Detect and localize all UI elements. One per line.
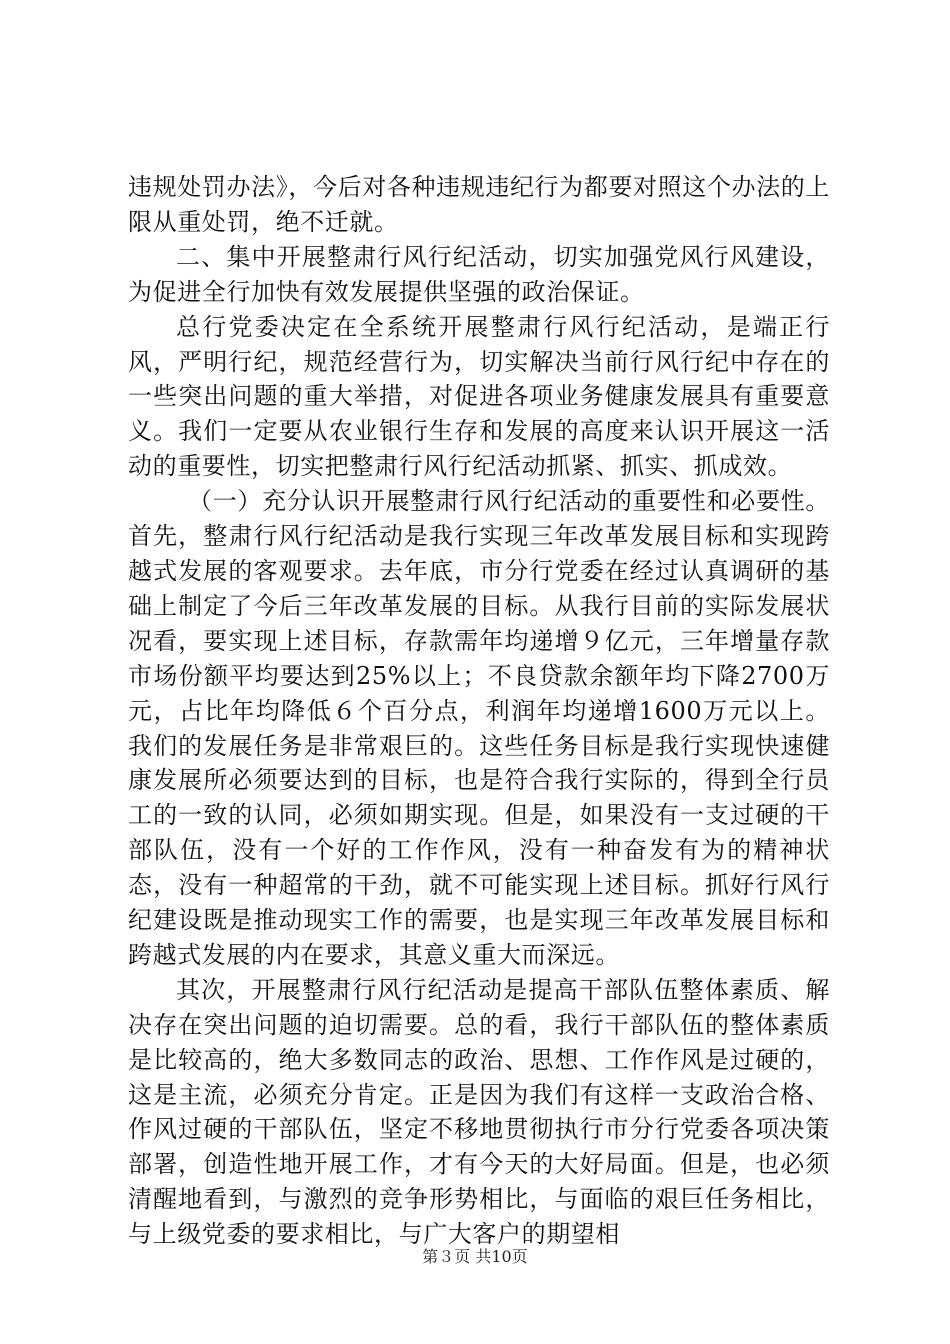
paragraph-intro: 总行党委决定在全系统开展整肃行风行纪活动，是端正行风，严明行纪，规范经营行为，切实解决当前行风行纪中存在的一些突出问题的重大举措，对促进各项业务健康发展具有重要意义。我们一定要从农业银行生存和发展的高度来认识开展这一活动的重要性，切实把整肃行风行纪活动抓紧、抓实、抓成效。 xyxy=(128,312,830,481)
paragraph-section-heading: 二、集中开展整肃行风行纪活动，切实加强党风行风建设，为促进全行加快有效发展提供坚强的政治保证。 xyxy=(128,242,830,306)
paragraph-secondly: 其次，开展整肃行风行纪活动是提高干部队伍整体素质、解决存在突出问题的迫切需要。总的看，我行干部队伍的整体素质是比较高的，绝大多数同志的政治、思想、工作作风是过硬的，这是主流，必须充分肯定。正是因为我们有这样一支政治合格、作风过硬的干部队伍，坚定不移地贯彻执行市分行党委各项决策部署，创造性地开展工作，才有今天的大好局面。但是，也必须清醒地看到，与激烈的竞争形势相比，与面临的艰巨任务相比，与上级党委的要求相比，与广大客户的期望相 xyxy=(128,975,830,1249)
paragraph-subsection-one: （一）充分认识开展整肃行风行纪活动的重要性和必要性。首先，整肃行风行纪活动是我行实现三年改革发展目标和实现跨越式发展的客观要求。去年底，市分行党委在经过认真调研的基础上制定了今后三年改革发展的目标。从我行目前的实际发展状况看，要实现上述目标，存款需年均递增９亿元，三年增量存款市场份额平均要达到25%以上；不良贷款余额年均下降2700万元，占比年均降低６个百分点，利润年均递增1600万元以上。我们的发展任务是非常艰巨的。这些任务目标是我行实现快速健康发展所必须要达到的目标，也是符合我行实际的，得到全行员工的一致的认同，必须如期实现。但是，如果没有一支过硬的干部队伍，没有一个好的工作作风，没有一种奋发有为的精神状态，没有一种超常的干劲，就不可能实现上述目标。抓好行风行纪建设既是推动现实工作的需要，也是实现三年改革发展目标和跨越式发展的内在要求，其意义重大而深远。 xyxy=(128,487,830,969)
paragraph-continuation: 违规处罚办法》，今后对各种违规违纪行为都要对照这个办法的上限从重处罚，绝不迁就。 xyxy=(128,173,830,236)
page-number-footer: 第３页 共10页 xyxy=(422,1247,528,1266)
document-body xyxy=(128,170,830,1252)
